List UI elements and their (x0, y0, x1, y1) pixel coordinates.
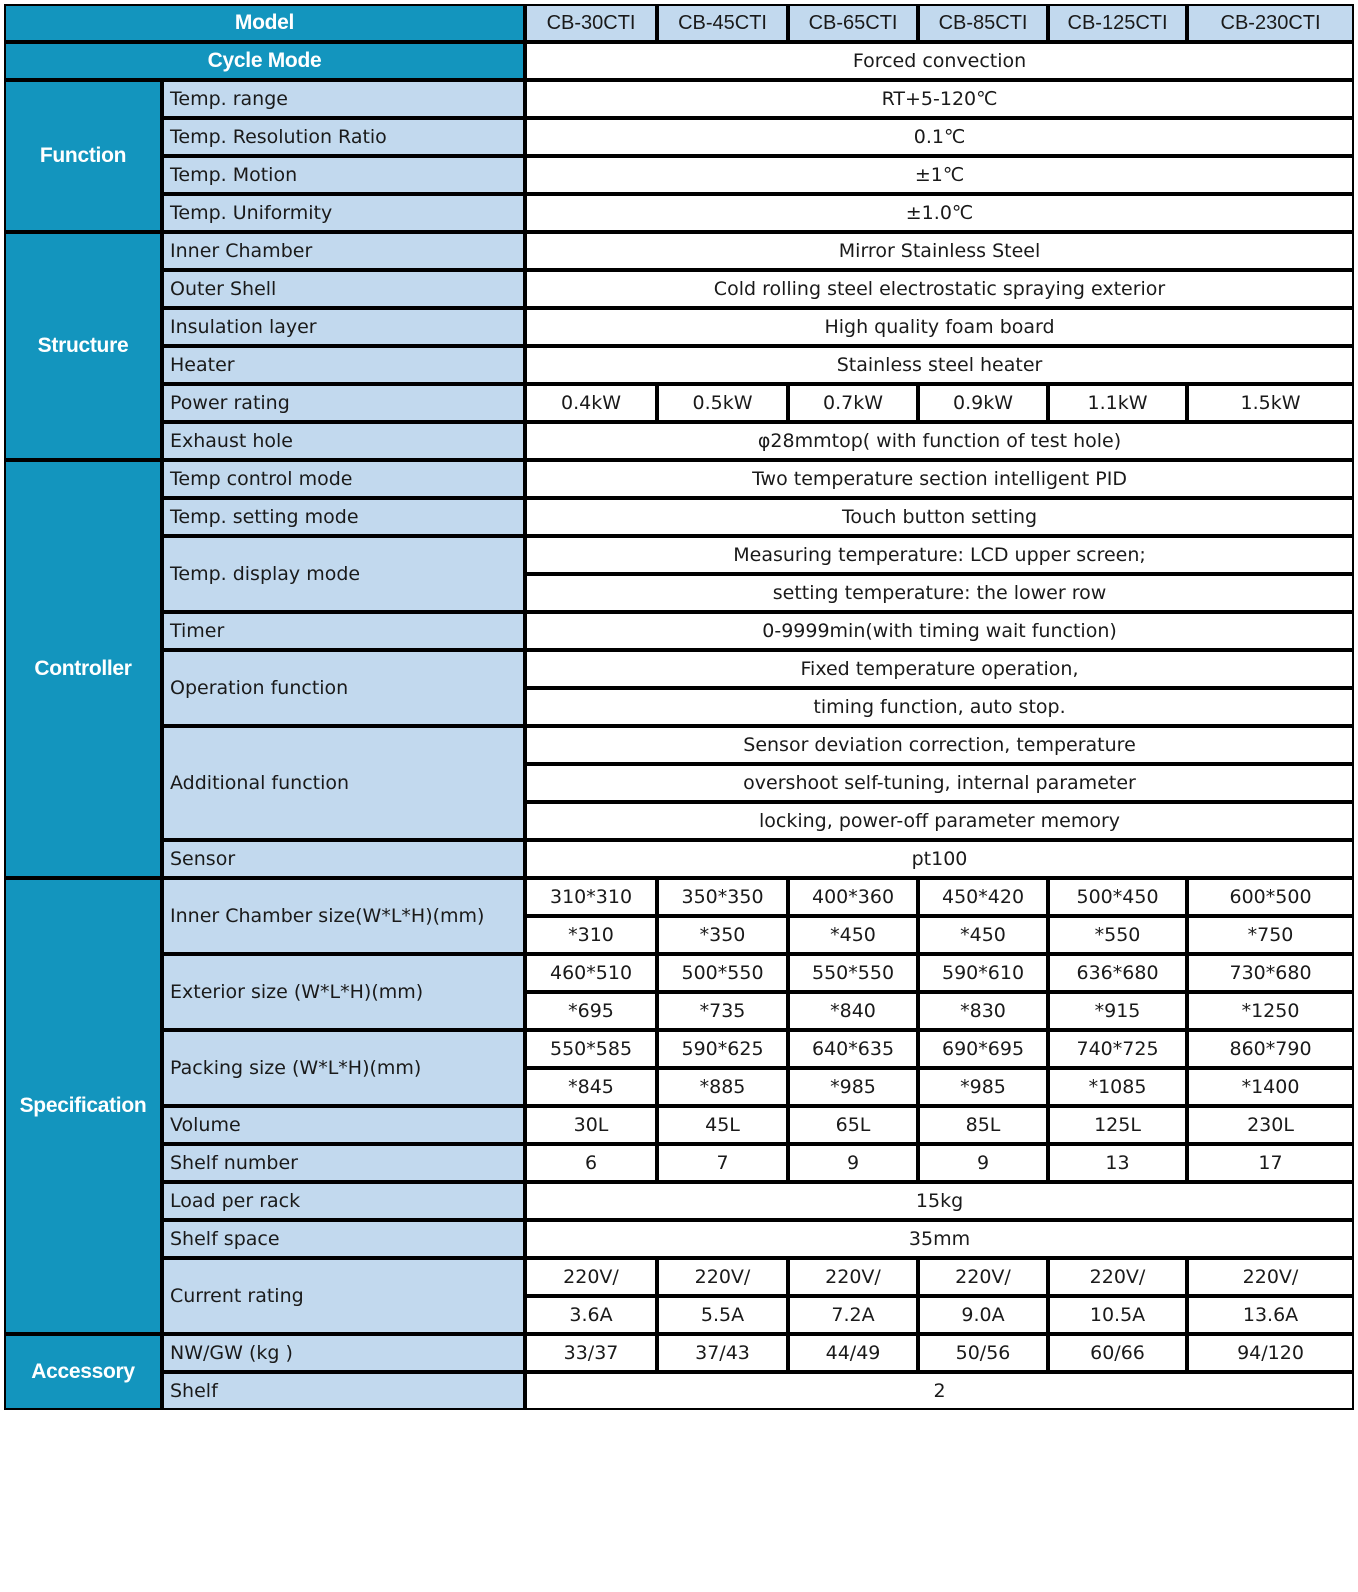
cell-value: 94/120 (1187, 1334, 1354, 1372)
cell-value: 1.5kW (1187, 384, 1354, 422)
row-label: Current rating (162, 1258, 525, 1334)
model-name: CB-85CTI (918, 4, 1048, 42)
cell-value: 9 (918, 1144, 1048, 1182)
table-row (4, 80, 1354, 118)
model-name: CB-65CTI (788, 4, 918, 42)
category-specification: Specification (4, 878, 162, 1334)
table-row (4, 346, 1354, 384)
table-row (4, 270, 1354, 308)
table-row (4, 1372, 1354, 1410)
cell-value: 50/56 (918, 1334, 1048, 1372)
model-name: CB-230CTI (1187, 4, 1354, 42)
row-value: High quality foam board (525, 308, 1354, 346)
cell-value: *840 (788, 992, 918, 1030)
table-row (4, 156, 1354, 194)
cell-value: 220V/ (918, 1258, 1048, 1296)
cell-value: 590*610 (918, 954, 1048, 992)
row-value: Touch button setting (525, 498, 1354, 536)
cell-value: 500*550 (657, 954, 788, 992)
cycle-mode-label: Cycle Mode (4, 42, 525, 80)
row-label: Temp. setting mode (162, 498, 525, 536)
row-label: Additional function (162, 726, 525, 840)
row-value: pt100 (525, 840, 1354, 878)
cell-value: 0.7kW (788, 384, 918, 422)
cell-value: *450 (918, 916, 1048, 954)
row-value: 2 (525, 1372, 1354, 1410)
cell-value: 310*310 (525, 878, 657, 916)
cell-value: *450 (788, 916, 918, 954)
table-row (4, 536, 1354, 574)
cell-value: *985 (918, 1068, 1048, 1106)
table-row (4, 308, 1354, 346)
row-value: 35mm (525, 1220, 1354, 1258)
row-value: Two temperature section intelligent PID (525, 460, 1354, 498)
cell-value: *885 (657, 1068, 788, 1106)
cell-value: 5.5A (657, 1296, 788, 1334)
cell-value: 230L (1187, 1106, 1354, 1144)
cell-value: 13 (1048, 1144, 1187, 1182)
cell-value: *750 (1187, 916, 1354, 954)
row-label: Outer Shell (162, 270, 525, 308)
cell-value: *1250 (1187, 992, 1354, 1030)
row-label: NW/GW (kg ) (162, 1334, 525, 1372)
cell-value: 500*450 (1048, 878, 1187, 916)
row-value: φ28mmtop( with function of test hole) (525, 422, 1354, 460)
cell-value: 550*585 (525, 1030, 657, 1068)
cell-value: 125L (1048, 1106, 1187, 1144)
model-label: Model (4, 4, 525, 42)
table-row (4, 384, 1354, 422)
cell-value: 690*695 (918, 1030, 1048, 1068)
cell-value: *985 (788, 1068, 918, 1106)
cell-value: *550 (1048, 916, 1187, 954)
row-value: Measuring temperature: LCD upper screen; (525, 536, 1354, 574)
cell-value: 1.1kW (1048, 384, 1187, 422)
cell-value: 460*510 (525, 954, 657, 992)
table-row (4, 194, 1354, 232)
table-row (4, 498, 1354, 536)
cell-value: 9.0A (918, 1296, 1048, 1334)
row-label: Packing size (W*L*H)(mm) (162, 1030, 525, 1106)
row-label: Load per rack (162, 1182, 525, 1220)
row-label: Operation function (162, 650, 525, 726)
cell-value: 640*635 (788, 1030, 918, 1068)
row-label: Power rating (162, 384, 525, 422)
cell-value: *1400 (1187, 1068, 1354, 1106)
row-value: RT+5-120℃ (525, 80, 1354, 118)
cell-value: 60/66 (1048, 1334, 1187, 1372)
cell-value: *735 (657, 992, 788, 1030)
cycle-mode-row (4, 42, 1354, 80)
cell-value: 33/37 (525, 1334, 657, 1372)
table-row (4, 840, 1354, 878)
cell-value: *310 (525, 916, 657, 954)
row-label: Sensor (162, 840, 525, 878)
table-row (4, 422, 1354, 460)
cell-value: 730*680 (1187, 954, 1354, 992)
row-value: locking, power-off parameter memory (525, 802, 1354, 840)
cell-value: 7.2A (788, 1296, 918, 1334)
row-value: ±1.0℃ (525, 194, 1354, 232)
cell-value: 860*790 (1187, 1030, 1354, 1068)
row-label: Exterior size (W*L*H)(mm) (162, 954, 525, 1030)
cell-value: 65L (788, 1106, 918, 1144)
table-row (4, 954, 1354, 992)
cell-value: 350*350 (657, 878, 788, 916)
row-value: 0-9999min(with timing wait function) (525, 612, 1354, 650)
row-label: Shelf (162, 1372, 525, 1410)
category-structure: Structure (4, 232, 162, 460)
row-label: Exhaust hole (162, 422, 525, 460)
model-name: CB-125CTI (1048, 4, 1187, 42)
header-row (4, 4, 1354, 42)
cell-value: 0.4kW (525, 384, 657, 422)
cell-value: 3.6A (525, 1296, 657, 1334)
row-value: timing function, auto stop. (525, 688, 1354, 726)
table-row (4, 1220, 1354, 1258)
cell-value: 220V/ (788, 1258, 918, 1296)
table-row (4, 878, 1354, 916)
cell-value: 13.6A (1187, 1296, 1354, 1334)
row-value: overshoot self-tuning, internal parameter (525, 764, 1354, 802)
row-label: Shelf space (162, 1220, 525, 1258)
table-row (4, 1334, 1354, 1372)
cell-value: 740*725 (1048, 1030, 1187, 1068)
cell-value: 7 (657, 1144, 788, 1182)
model-name: CB-30CTI (525, 4, 657, 42)
table-row (4, 118, 1354, 156)
table-row (4, 1144, 1354, 1182)
row-label: Timer (162, 612, 525, 650)
row-value: 15kg (525, 1182, 1354, 1220)
category-accessory: Accessory (4, 1334, 162, 1410)
cell-value: 550*550 (788, 954, 918, 992)
row-value: Cold rolling steel electrostatic spraying exterior (525, 270, 1354, 308)
row-value: 0.1℃ (525, 118, 1354, 156)
cell-value: *845 (525, 1068, 657, 1106)
cell-value: *915 (1048, 992, 1187, 1030)
row-label: Temp control mode (162, 460, 525, 498)
cell-value: 220V/ (1187, 1258, 1354, 1296)
table-row (4, 726, 1354, 764)
row-label: Temp. Uniformity (162, 194, 525, 232)
cell-value: *695 (525, 992, 657, 1030)
cell-value: 636*680 (1048, 954, 1187, 992)
cell-value: *350 (657, 916, 788, 954)
cell-value: 37/43 (657, 1334, 788, 1372)
row-label: Inner Chamber size(W*L*H)(mm) (162, 878, 525, 954)
cell-value: 400*360 (788, 878, 918, 916)
row-label: Temp. range (162, 80, 525, 118)
row-value: Sensor deviation correction, temperature (525, 726, 1354, 764)
cell-value: 44/49 (788, 1334, 918, 1372)
cell-value: 220V/ (1048, 1258, 1187, 1296)
row-label: Shelf number (162, 1144, 525, 1182)
row-label: Temp. Resolution Ratio (162, 118, 525, 156)
cell-value: 85L (918, 1106, 1048, 1144)
cell-value: *1085 (1048, 1068, 1187, 1106)
table-row (4, 650, 1354, 688)
cell-value: 9 (788, 1144, 918, 1182)
table-row (4, 460, 1354, 498)
row-label: Temp. Motion (162, 156, 525, 194)
cell-value: 590*625 (657, 1030, 788, 1068)
row-label: Insulation layer (162, 308, 525, 346)
cell-value: 10.5A (1048, 1296, 1187, 1334)
row-value: setting temperature: the lower row (525, 574, 1354, 612)
cycle-mode-value: Forced convection (525, 42, 1354, 80)
model-name: CB-45CTI (657, 4, 788, 42)
cell-value: 600*500 (1187, 878, 1354, 916)
table-row (4, 1182, 1354, 1220)
row-label: Volume (162, 1106, 525, 1144)
cell-value: 0.5kW (657, 384, 788, 422)
spec-table (4, 4, 1354, 1410)
cell-value: 0.9kW (918, 384, 1048, 422)
row-value: Mirror Stainless Steel (525, 232, 1354, 270)
table-row (4, 232, 1354, 270)
table-row (4, 1030, 1354, 1068)
row-label: Heater (162, 346, 525, 384)
category-controller: Controller (4, 460, 162, 878)
row-value: ±1℃ (525, 156, 1354, 194)
cell-value: 450*420 (918, 878, 1048, 916)
cell-value: 30L (525, 1106, 657, 1144)
row-value: Stainless steel heater (525, 346, 1354, 384)
row-label: Inner Chamber (162, 232, 525, 270)
cell-value: 6 (525, 1144, 657, 1182)
cell-value: 17 (1187, 1144, 1354, 1182)
table-row (4, 1106, 1354, 1144)
category-function: Function (4, 80, 162, 232)
table-row (4, 612, 1354, 650)
row-value: Fixed temperature operation, (525, 650, 1354, 688)
cell-value: 220V/ (657, 1258, 788, 1296)
cell-value: 220V/ (525, 1258, 657, 1296)
row-label: Temp. display mode (162, 536, 525, 612)
cell-value: 45L (657, 1106, 788, 1144)
cell-value: *830 (918, 992, 1048, 1030)
table-row (4, 1258, 1354, 1296)
